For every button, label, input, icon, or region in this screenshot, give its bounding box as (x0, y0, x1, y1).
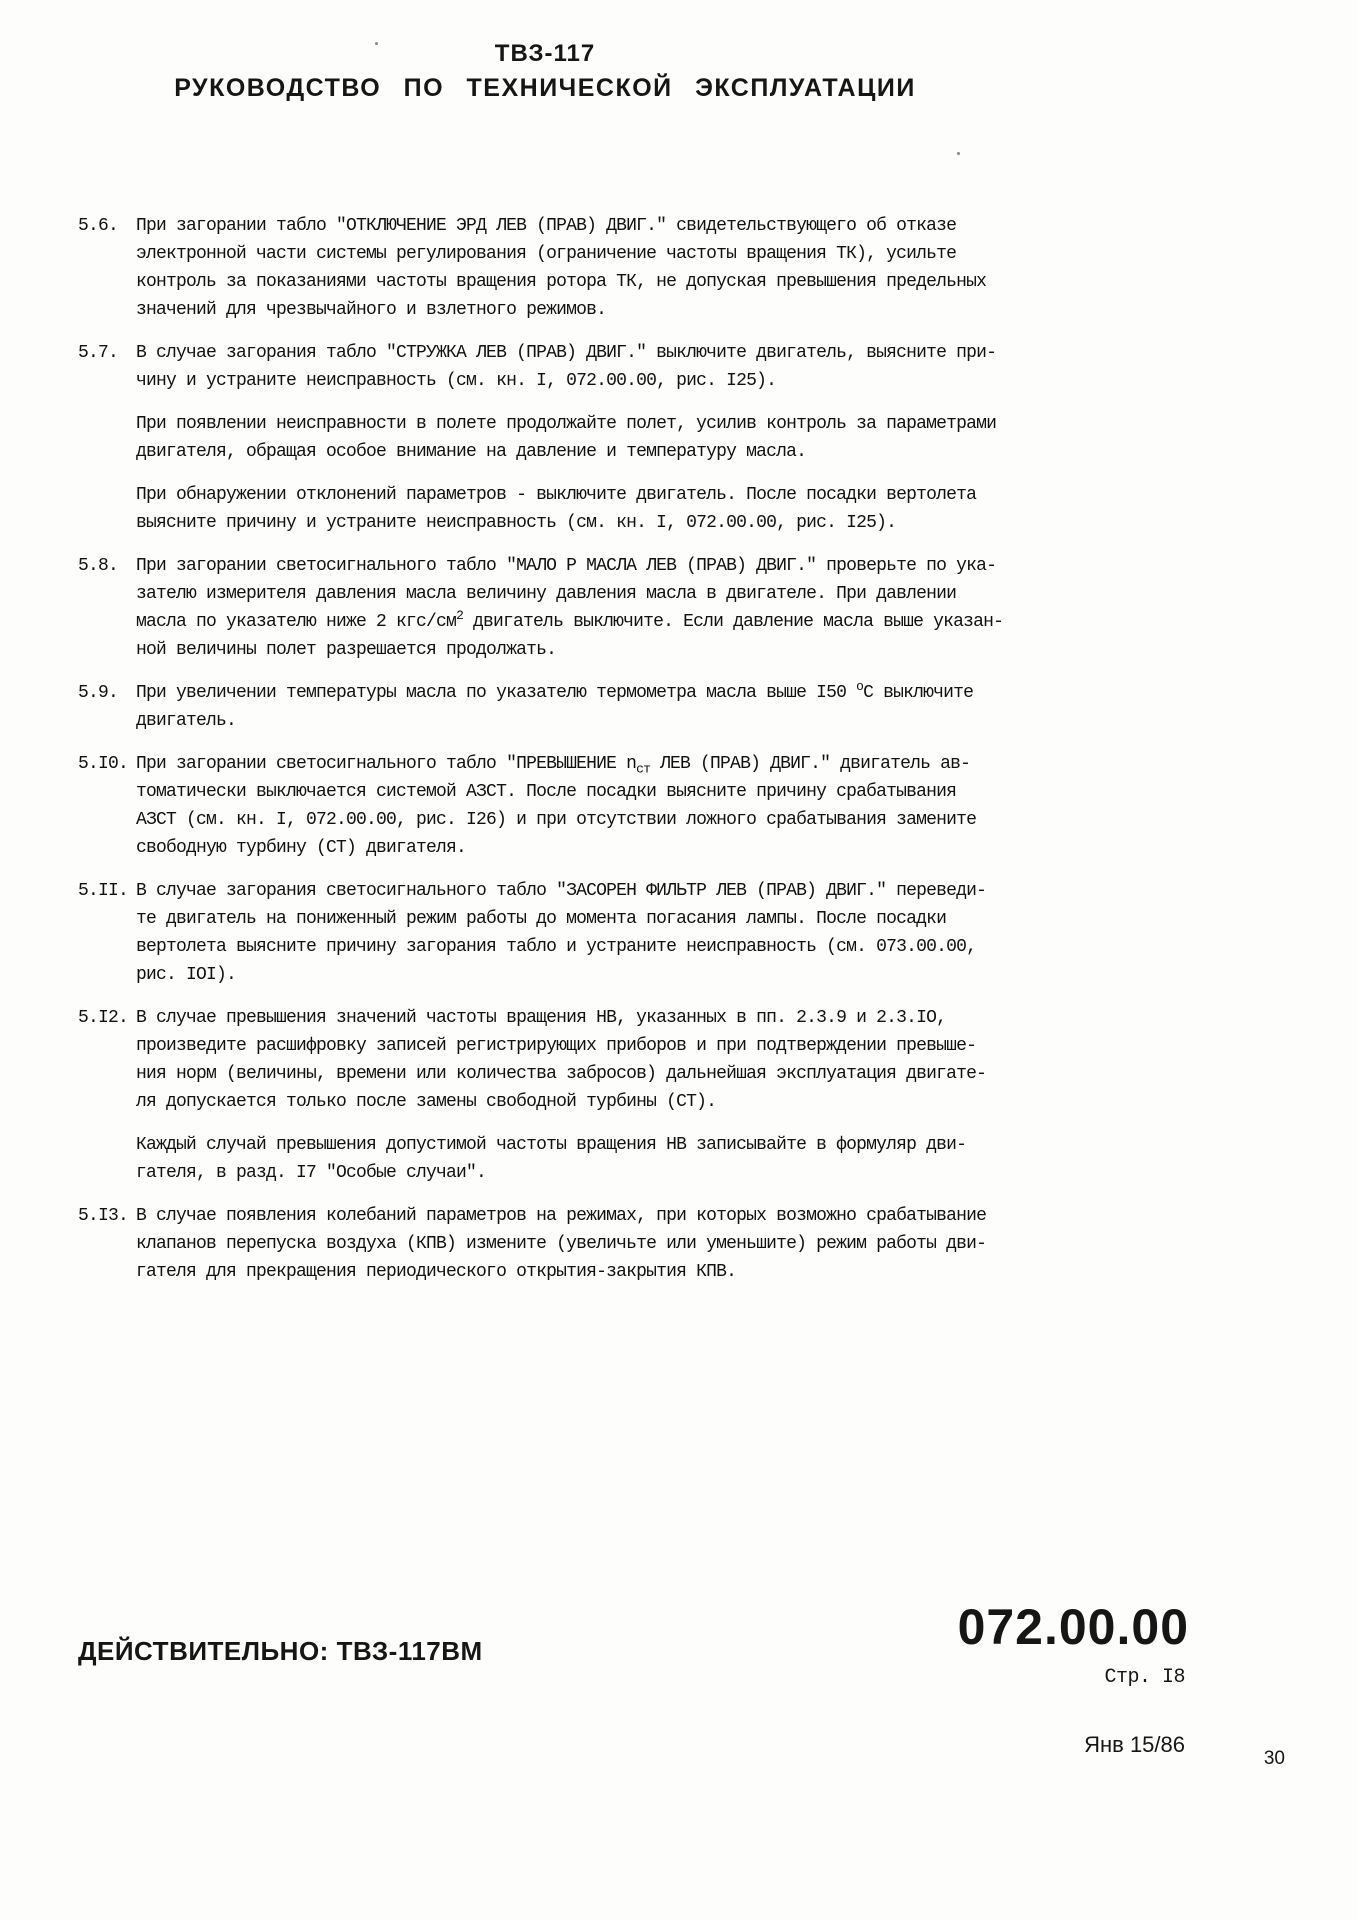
section-number: 5.I3. (78, 1206, 129, 1226)
section-number: 5.9. (78, 683, 119, 703)
text-line: гателя, в разд. I7 "Особые случаи". (136, 1163, 487, 1183)
text-line: При обнаружении отклонений параметров - выключите двигатель. После посадки вертолета (136, 485, 977, 505)
text-line: зателю измерителя давления масла величину давления масла в двигателе. При давлении (136, 584, 957, 604)
paragraph (136, 212, 1088, 324)
text-line: те двигатель на пониженный режим работы до момента погасания лампы. После посадки (136, 909, 947, 929)
sup-text: о (856, 679, 864, 694)
text-line: чину и устраните неисправность (см. кн. I, 072.00.00, рис. I25). (136, 371, 777, 391)
text-line: клапанов перепуска воздуха (КПВ) измените (увеличьте или уменьшите) режим работы дви- (136, 1234, 987, 1254)
section-text (136, 212, 1088, 324)
section-text (136, 877, 1088, 989)
text-line: двигателя, обращая особое внимание на давление и температуру масла. (136, 442, 807, 462)
section-number: 5.6. (78, 216, 119, 236)
text-line: ной величины полет разрешается продолжать. (136, 640, 557, 660)
sub-text: ст (636, 761, 651, 777)
paragraph (136, 679, 1088, 735)
section-number: 5.8. (78, 556, 119, 576)
text-line: ния норм (величины, времени или количества забросов) дальнейшая эксплуатация двигате- (136, 1064, 987, 1084)
text-line: В случае появления колебаний параметров на режимах, при которых возможно срабатывание (136, 1206, 987, 1226)
text-segment: При загорании светосигнального табло "ПРЕВЫШЕНИЕ n (136, 754, 637, 774)
section-item (78, 339, 1088, 537)
text-line: АЗСТ (см. кн. I, 072.00.00, рис. I26) и при отсутствии ложного срабатывания замените (136, 810, 977, 830)
section-number: 5.I2. (78, 1008, 129, 1028)
section-number: 5.7. (78, 343, 119, 363)
text-line: В случае загорания светосигнального табло "ЗАСОРЕН ФИЛЬТР ЛЕВ (ПРАВ) ДВИГ." переведи- (136, 881, 987, 901)
paragraph (136, 1202, 1088, 1286)
text-line (136, 679, 1088, 707)
section-item (78, 750, 1088, 862)
text-line (136, 750, 1088, 778)
text-line: двигатель. (136, 711, 237, 731)
text-line: электронной части системы регулирования (ограничение частоты вращения ТК), усильте (136, 244, 957, 264)
text-line: свободную турбину (СТ) двигателя. (136, 838, 467, 858)
document-number: 072.00.00 (957, 1599, 1189, 1655)
validity-note: ДЕЙСТВИТЕЛЬНО: ТВЗ-117ВМ (78, 1636, 483, 1666)
paragraph (136, 410, 1088, 466)
section-text (136, 750, 1088, 862)
section-item (78, 212, 1088, 324)
text-line: В случае загорания табло "СТРУЖКА ЛЕВ (ПРАВ) ДВИГ." выключите двигатель, выясните при- (136, 343, 997, 363)
text-line: рис. IOI). (136, 965, 237, 985)
text-line: При появлении неисправности в полете продолжайте полет, усилив контроль за параметрами (136, 414, 997, 434)
section-text (136, 1004, 1088, 1187)
paragraph (136, 552, 1088, 664)
manual-title: РУКОВОДСТВО ПО ТЕХНИЧЕСКОЙ ЭКСПЛУАТАЦИИ (174, 74, 916, 102)
text-line: Каждый случай превышения допустимой частоты вращения НВ записывайте в формуляр дви- (136, 1135, 967, 1155)
text-line (136, 608, 1088, 636)
text-line: вертолета выясните причину загорания табло и устраните неисправность (см. 073.00.00, (136, 937, 977, 957)
section-text (136, 1202, 1088, 1286)
text-segment: С выключите (863, 683, 974, 703)
section-item (78, 552, 1088, 664)
section-item (78, 679, 1088, 735)
section-text (136, 679, 1088, 735)
text-line: контроль за показаниями частоты вращения ротора ТК, не допуская превышения предельных (136, 272, 987, 292)
sup-text: 2 (456, 608, 464, 623)
section-number: 5.I0. (78, 754, 129, 774)
text-line: ля допускается только после замены свободной турбины (СТ). (136, 1092, 717, 1112)
sections-container (78, 212, 1088, 1301)
text-line: томатически выключается системой АЗСТ. После посадки выясните причину срабатывания (136, 782, 957, 802)
text-line: значений для чрезвычайного и взлетного режимов. (136, 300, 607, 320)
section-item (78, 1202, 1088, 1286)
section-item (78, 877, 1088, 989)
text-segment: двигатель выключите. Если давление масла выше указан- (463, 612, 1004, 632)
text-line: произведите расшифровку записей регистрирующих приборов и при подтверждении превыше- (136, 1036, 977, 1056)
paragraph (136, 1131, 1088, 1187)
text-line: выясните причину и устраните неисправность (см. кн. I, 072.00.00, рис. I25). (136, 513, 897, 533)
text-segment: масла по указателю ниже 2 кгс/см (136, 612, 457, 632)
section-number: 5.II. (78, 881, 129, 901)
paragraph (136, 481, 1088, 537)
text-segment: При увеличении температуры масла по указателю термометра масла выше I50 (136, 683, 857, 703)
paragraph (136, 339, 1088, 395)
scan-speck (957, 152, 960, 155)
paragraph (136, 877, 1088, 989)
text-line: гателя для прекращения периодического открытия-закрытия КПВ. (136, 1262, 737, 1282)
page-number-label: Стр. I8 (1104, 1666, 1185, 1689)
text-line: В случае превышения значений частоты вращения НВ, указанных в пп. 2.3.9 и 2.3.IO, (136, 1008, 947, 1028)
text-line: При загорании табло "ОТКЛЮЧЕНИЕ ЭРД ЛЕВ (ПРАВ) ДВИГ." свидетельствующего об отказе (136, 216, 957, 236)
section-item (78, 1004, 1088, 1187)
section-text (136, 552, 1088, 664)
text-line: При загорании светосигнального табло "МАЛО Р МАСЛА ЛЕВ (ПРАВ) ДВИГ." проверьте по ука- (136, 556, 997, 576)
section-text (136, 339, 1088, 537)
page-header (0, 40, 1090, 103)
paragraph (136, 750, 1088, 862)
sheet-number: 30 (1263, 1748, 1285, 1769)
revision-date: Янв 15/86 (1084, 1732, 1185, 1757)
text-segment: ЛЕВ (ПРАВ) ДВИГ." двигатель ав- (650, 754, 971, 774)
scan-speck (375, 42, 378, 45)
engine-model-title: ТВЗ-117 (494, 40, 596, 67)
paragraph (136, 1004, 1088, 1116)
